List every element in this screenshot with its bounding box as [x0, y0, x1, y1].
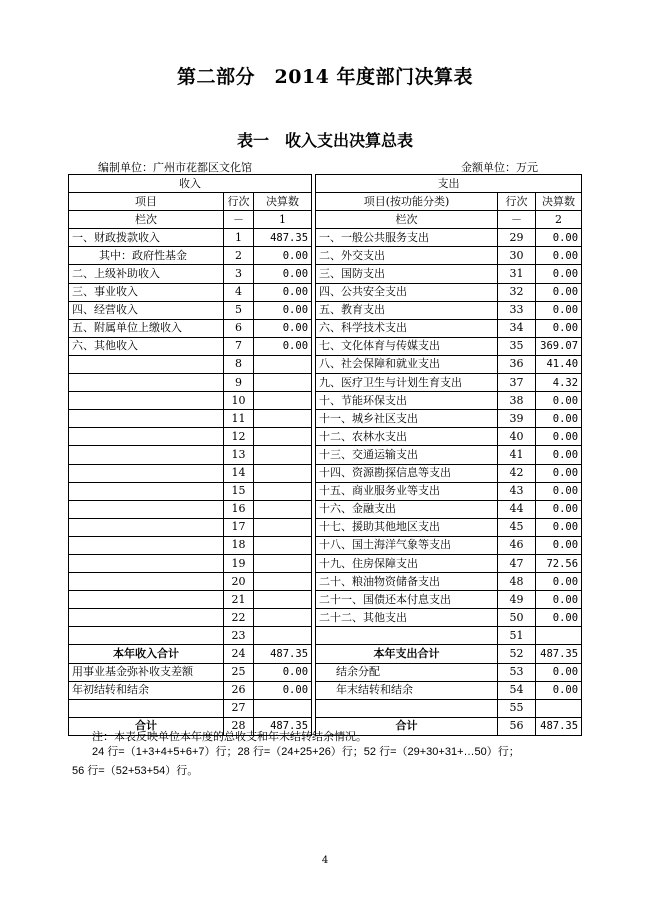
- income-amount: 0.00: [254, 283, 312, 301]
- income-line: 24: [224, 645, 254, 663]
- table-row: [69, 446, 582, 464]
- expense-item: [316, 699, 498, 717]
- expense-amount: 0.00: [536, 482, 582, 500]
- expense-line: 48: [498, 573, 536, 591]
- income-item: [69, 355, 224, 373]
- income-line: 2: [224, 247, 254, 265]
- income-amount: 0.00: [254, 265, 312, 283]
- header-row-columns: [69, 193, 582, 211]
- expense-amount: 0.00: [536, 229, 582, 247]
- expense-line: 34: [498, 319, 536, 337]
- income-item: [69, 554, 224, 572]
- table-row: [69, 609, 582, 627]
- income-item: 其中：政府性基金: [69, 247, 224, 265]
- table-row: [69, 319, 582, 337]
- income-line: 3: [224, 265, 254, 283]
- expense-amount: 0.00: [536, 283, 582, 301]
- expense-line: 56: [498, 717, 536, 735]
- income-amount: [254, 374, 312, 392]
- income-line: 28: [224, 717, 254, 735]
- expense-item: 二、外交支出: [316, 247, 498, 265]
- table-row: [69, 573, 582, 591]
- col-label: 栏次: [69, 211, 224, 229]
- table-row: [69, 681, 582, 699]
- expense-item: 八、社会保障和就业支出: [316, 355, 498, 373]
- expense-line: 43: [498, 482, 536, 500]
- income-item: 用事业基金弥补收支差额: [69, 663, 224, 681]
- table-row: [69, 554, 582, 572]
- header-row-section: [69, 175, 582, 193]
- income-amount: 487.35: [254, 229, 312, 247]
- income-amount: [254, 573, 312, 591]
- expense-item: 十六、金融支出: [316, 500, 498, 518]
- header-row-colnum: [69, 211, 582, 229]
- expense-amount: 0.00: [536, 301, 582, 319]
- expense-amount: 72.56: [536, 554, 582, 572]
- item-func-header: 项目(按功能分类): [316, 193, 498, 211]
- income-line: 22: [224, 609, 254, 627]
- expense-amount: 41.40: [536, 355, 582, 373]
- expense-amount: 0.00: [536, 536, 582, 554]
- table-row: [69, 247, 582, 265]
- expense-line: 52: [498, 645, 536, 663]
- income-item: [69, 591, 224, 609]
- income-amount: 487.35: [254, 645, 312, 663]
- table-row: [69, 355, 582, 373]
- amount-header: 决算数: [536, 193, 582, 211]
- expense-item: 二十二、其他支出: [316, 609, 498, 627]
- income-amount: [254, 410, 312, 428]
- income-item: [69, 392, 224, 410]
- income-line: 5: [224, 301, 254, 319]
- income-amount: 487.35: [254, 717, 312, 735]
- income-line: 20: [224, 573, 254, 591]
- expense-item: 十七、援助其他地区支出: [316, 518, 498, 536]
- expense-item: [316, 627, 498, 645]
- col-label: 栏次: [316, 211, 498, 229]
- income-line: 14: [224, 464, 254, 482]
- income-item: [69, 446, 224, 464]
- compiling-unit: 编制单位：广州市花都区文化馆: [98, 161, 252, 174]
- table-row: [69, 428, 582, 446]
- expense-amount: 0.00: [536, 265, 582, 283]
- income-amount: [254, 536, 312, 554]
- expense-item: 十八、国土海洋气象等支出: [316, 536, 498, 554]
- expense-item: 十、节能环保支出: [316, 392, 498, 410]
- note: 注：本表反映单位本年度的总收支和年末结转结余情况。: [92, 730, 367, 743]
- income-amount: [254, 609, 312, 627]
- income-line: 18: [224, 536, 254, 554]
- table-row: [69, 663, 582, 681]
- table-row: [69, 500, 582, 518]
- expense-header: 支出: [316, 175, 582, 193]
- expense-amount: 4.32: [536, 374, 582, 392]
- expense-amount: 0.00: [536, 573, 582, 591]
- expense-item: 年末结转和结余: [316, 681, 498, 699]
- table-row: [69, 337, 582, 355]
- table-title: 表一 收入支出决算总表: [236, 131, 413, 150]
- expense-amount: 0.00: [536, 663, 582, 681]
- expense-item: 十三、交通运输支出: [316, 446, 498, 464]
- expense-item: 七、文化体育与传媒支出: [316, 337, 498, 355]
- income-line: 21: [224, 591, 254, 609]
- line-header: 行次: [224, 193, 254, 211]
- expense-line: 36: [498, 355, 536, 373]
- table-row: [69, 374, 582, 392]
- dash: －: [224, 211, 254, 229]
- income-item: [69, 410, 224, 428]
- expense-line: 40: [498, 428, 536, 446]
- item-header: 项目: [69, 193, 224, 211]
- income-amount: 0.00: [254, 319, 312, 337]
- income-item: 四、经营收入: [69, 301, 224, 319]
- expense-line: 45: [498, 518, 536, 536]
- income-amount: [254, 428, 312, 446]
- dash: －: [498, 211, 536, 229]
- expense-item: 合计: [316, 717, 498, 735]
- income-line: 12: [224, 428, 254, 446]
- income-amount: 0.00: [254, 337, 312, 355]
- expense-amount: 369.07: [536, 337, 582, 355]
- expense-amount: [536, 699, 582, 717]
- income-item: 本年收入合计: [69, 645, 224, 663]
- expense-amount: 487.35: [536, 717, 582, 735]
- amount-unit: 金额单位：万元: [461, 161, 538, 174]
- table-row: [69, 410, 582, 428]
- table-row: [69, 591, 582, 609]
- part-title: 第二部分 2014 年度部门决算表: [177, 66, 473, 88]
- income-line: 17: [224, 518, 254, 536]
- table-row: [69, 464, 582, 482]
- expense-item: 六、科学技术支出: [316, 319, 498, 337]
- income-amount: [254, 591, 312, 609]
- expense-item: 十二、农林水支出: [316, 428, 498, 446]
- income-line: 10: [224, 392, 254, 410]
- table-row: [69, 265, 582, 283]
- expense-amount: 0.00: [536, 500, 582, 518]
- expense-amount: 0.00: [536, 392, 582, 410]
- line-header: 行次: [498, 193, 536, 211]
- expense-item: 五、教育支出: [316, 301, 498, 319]
- income-line: 1: [224, 229, 254, 247]
- expense-item: 结余分配: [316, 663, 498, 681]
- expense-line: 50: [498, 609, 536, 627]
- table-row: [69, 645, 582, 663]
- income-amount: [254, 627, 312, 645]
- formula-line-1: 24 行=（1+3+4+5+6+7）行；28 行=（24+25+26）行；52 行=（29+30+31+…50）行；: [92, 746, 520, 758]
- income-amount: 0.00: [254, 681, 312, 699]
- income-line: 7: [224, 337, 254, 355]
- expense-line: 32: [498, 283, 536, 301]
- income-item: 合计: [69, 717, 224, 735]
- income-line: 25: [224, 663, 254, 681]
- income-amount: [254, 699, 312, 717]
- income-item: [69, 627, 224, 645]
- income-line: 4: [224, 283, 254, 301]
- income-item: 五、附属单位上缴收入: [69, 319, 224, 337]
- income-line: 6: [224, 319, 254, 337]
- income-expense-table: [68, 174, 582, 736]
- table-row: [69, 301, 582, 319]
- expense-line: 30: [498, 247, 536, 265]
- income-amount: [254, 446, 312, 464]
- page-number: 4: [321, 855, 329, 866]
- income-amount: [254, 392, 312, 410]
- expense-line: 49: [498, 591, 536, 609]
- expense-item: 二十、粮油物资储备支出: [316, 573, 498, 591]
- income-item: 三、事业收入: [69, 283, 224, 301]
- expense-line: 55: [498, 699, 536, 717]
- income-amount: [254, 464, 312, 482]
- expense-amount: 0.00: [536, 518, 582, 536]
- income-amount: 0.00: [254, 663, 312, 681]
- expense-item: 二十一、国债还本付息支出: [316, 591, 498, 609]
- income-item: 六、其他收入: [69, 337, 224, 355]
- income-item: [69, 464, 224, 482]
- income-line: 27: [224, 699, 254, 717]
- income-amount: 0.00: [254, 301, 312, 319]
- expense-amount: 0.00: [536, 591, 582, 609]
- expense-item: 十九、住房保障支出: [316, 554, 498, 572]
- table-row: [69, 283, 582, 301]
- income-header: 收入: [69, 175, 312, 193]
- col-number-2: 2: [536, 211, 582, 229]
- table-row: [69, 392, 582, 410]
- income-line: 13: [224, 446, 254, 464]
- income-line: 16: [224, 500, 254, 518]
- income-item: 一、财政拨款收入: [69, 229, 224, 247]
- income-line: 9: [224, 374, 254, 392]
- income-item: [69, 500, 224, 518]
- expense-line: 38: [498, 392, 536, 410]
- expense-item: 十一、城乡社区支出: [316, 410, 498, 428]
- income-line: 19: [224, 554, 254, 572]
- expense-line: 51: [498, 627, 536, 645]
- income-line: 23: [224, 627, 254, 645]
- expense-line: 35: [498, 337, 536, 355]
- expense-line: 44: [498, 500, 536, 518]
- income-amount: [254, 355, 312, 373]
- expense-line: 39: [498, 410, 536, 428]
- table-row: [69, 482, 582, 500]
- expense-amount: 0.00: [536, 681, 582, 699]
- table-row: [69, 699, 582, 717]
- expense-amount: 0.00: [536, 319, 582, 337]
- expense-item: 一、一般公共服务支出: [316, 229, 498, 247]
- income-item: [69, 482, 224, 500]
- expense-item: 三、国防支出: [316, 265, 498, 283]
- expense-line: 47: [498, 554, 536, 572]
- expense-line: 37: [498, 374, 536, 392]
- income-amount: 0.00: [254, 247, 312, 265]
- income-line: 15: [224, 482, 254, 500]
- table-row: [69, 518, 582, 536]
- income-line: 26: [224, 681, 254, 699]
- expense-line: 54: [498, 681, 536, 699]
- expense-amount: [536, 627, 582, 645]
- expense-amount: 0.00: [536, 464, 582, 482]
- income-item: [69, 374, 224, 392]
- income-item: 二、上级补助收入: [69, 265, 224, 283]
- expense-amount: 0.00: [536, 446, 582, 464]
- formula-line-2: 56 行=（52+53+54）行。: [72, 765, 199, 777]
- income-item: [69, 536, 224, 554]
- income-item: 年初结转和结余: [69, 681, 224, 699]
- expense-line: 31: [498, 265, 536, 283]
- expense-amount: 0.00: [536, 609, 582, 627]
- expense-item: 九、医疗卫生与计划生育支出: [316, 374, 498, 392]
- expense-amount: 0.00: [536, 428, 582, 446]
- income-line: 11: [224, 410, 254, 428]
- income-item: [69, 518, 224, 536]
- income-line: 8: [224, 355, 254, 373]
- income-amount: [254, 554, 312, 572]
- expense-amount: 0.00: [536, 410, 582, 428]
- expense-item: 四、公共安全支出: [316, 283, 498, 301]
- expense-amount: 487.35: [536, 645, 582, 663]
- table-row: [69, 627, 582, 645]
- expense-line: 33: [498, 301, 536, 319]
- expense-line: 46: [498, 536, 536, 554]
- expense-line: 29: [498, 229, 536, 247]
- expense-line: 53: [498, 663, 536, 681]
- income-amount: [254, 500, 312, 518]
- expense-amount: 0.00: [536, 247, 582, 265]
- income-item: [69, 428, 224, 446]
- expense-line: 42: [498, 464, 536, 482]
- income-amount: [254, 482, 312, 500]
- table-row: [69, 536, 582, 554]
- income-item: [69, 699, 224, 717]
- expense-item: 本年支出合计: [316, 645, 498, 663]
- amount-header: 决算数: [254, 193, 312, 211]
- income-amount: [254, 518, 312, 536]
- col-number-1: 1: [254, 211, 312, 229]
- income-item: [69, 609, 224, 627]
- expense-item: 十五、商业服务业等支出: [316, 482, 498, 500]
- income-item: [69, 573, 224, 591]
- expense-item: 十四、资源勘探信息等支出: [316, 464, 498, 482]
- expense-line: 41: [498, 446, 536, 464]
- table-row: [69, 229, 582, 247]
